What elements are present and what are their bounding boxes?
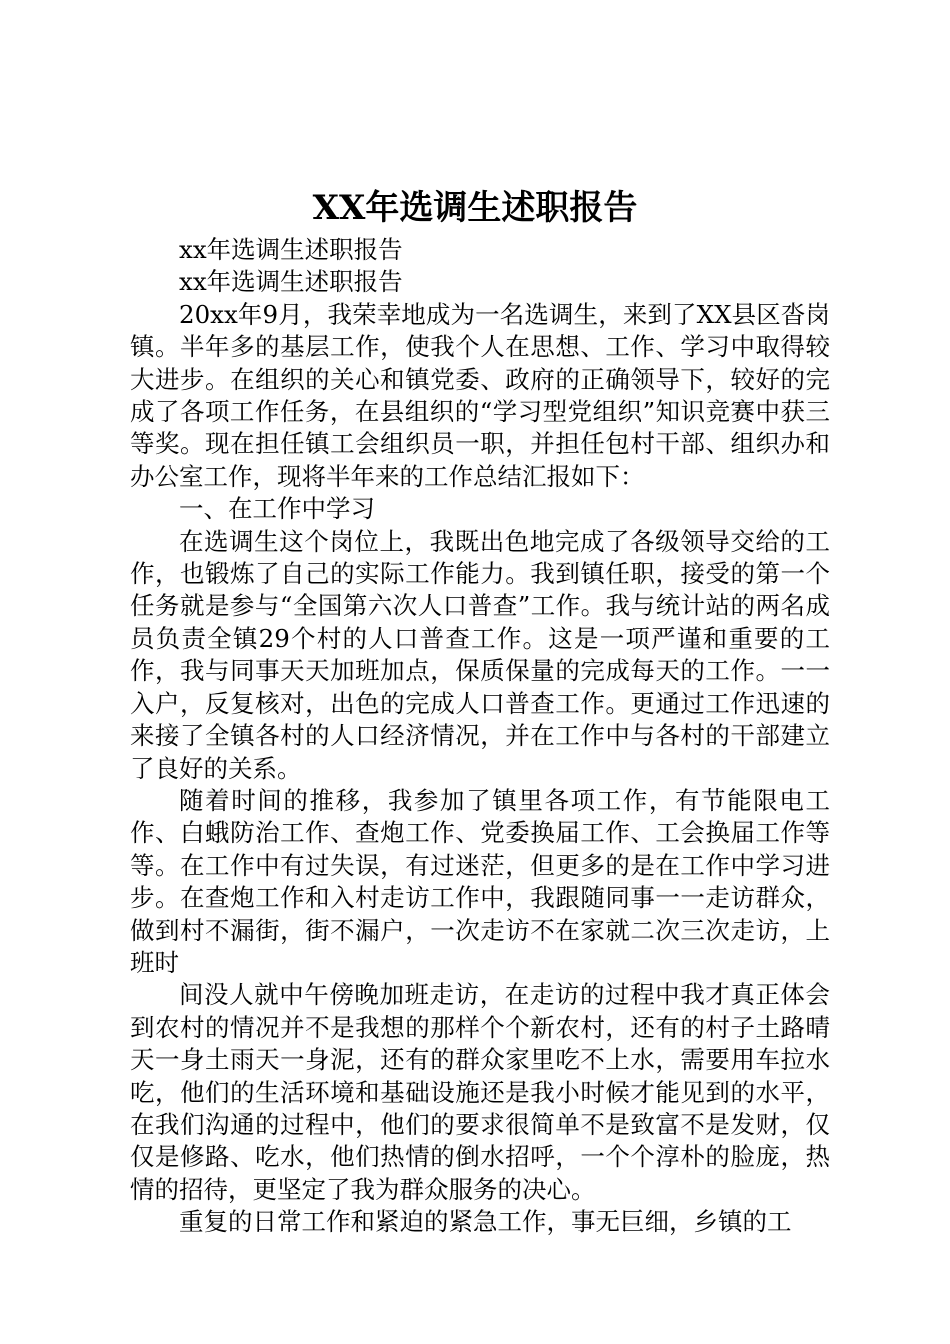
document-body <box>130 234 830 1239</box>
paragraph-subtitle: xx年选调生述职报告 <box>179 235 403 264</box>
document-title: XX年选调生述职报告 <box>312 188 638 228</box>
section-heading: 一、在工作中学习 <box>179 494 375 524</box>
paragraph: 重复的日常工作和紧迫的紧急工作，事无巨细，乡镇的工 <box>179 1207 792 1237</box>
paragraph: 在选调生这个岗位上，我既出色地完成了各级领导交给的工作，也锻炼了自己的实际工作能力。我到镇任职，接受的第一个任务就是参与“全国第六次人口普查”工作。我与统计站的两名成员负责全镇29个村的人口普查工作。这是一项严谨和重要的工作，我与同事天天加班加点，保质保量的完成每天的工作。一一入户，反复核对，出色的完成人口普查工作。更通过工作迅速的来接了全镇各村的人口经济情况，并在工作中与各村的干部建立了良好的关系。 <box>130 526 830 783</box>
paragraph-intro: 20xx年9月，我荣幸地成为一名选调生，来到了XX县区沓岗镇。半年多的基层工作，使我个人在思想、工作、学习中取得较大进步。在组织的关心和镇党委、政府的正确领导下，较好的完成了各项工作任务，在县组织的“学习型党组织”知识竞赛中获三等奖。现在担任镇工会组织员一职，并担任包村干部、组织办和办公室工作，现将半年来的工作总结汇报如下： <box>130 299 830 491</box>
paragraph: 间没人就中午傍晚加班走访，在走访的过程中我才真正体会到农村的情况并不是我想的那样个个新农村，还有的村子土路晴天一身土雨天一身泥，还有的群众家里吃不上水，需要用车拉水吃，他们的生活环境和基础设施还是我小时候才能见到的水平，在我们沟通的过程中，他们的要求很简单不是致富不是发财，仅仅是修路、吃水，他们热情的倒水招呼，一个个淳朴的脸庞，热情的招待，更坚定了我为群众服务的决心。 <box>130 980 830 1204</box>
paragraph-subtitle: xx年选调生述职报告 <box>179 267 403 297</box>
paragraph: 随着时间的推移，我参加了镇里各项工作，有节能限电工作、白蛾防治工作、查炮工作、党委换届工作、工会换届工作等等。在工作中有过失误，有过迷茫，但更多的是在工作中学习进步。在查炮工作和入村走访工作中，我跟随同事一一走访群众，做到村不漏街，街不漏户，一次走访不在家就二次三次走访，上班时 <box>130 785 830 977</box>
